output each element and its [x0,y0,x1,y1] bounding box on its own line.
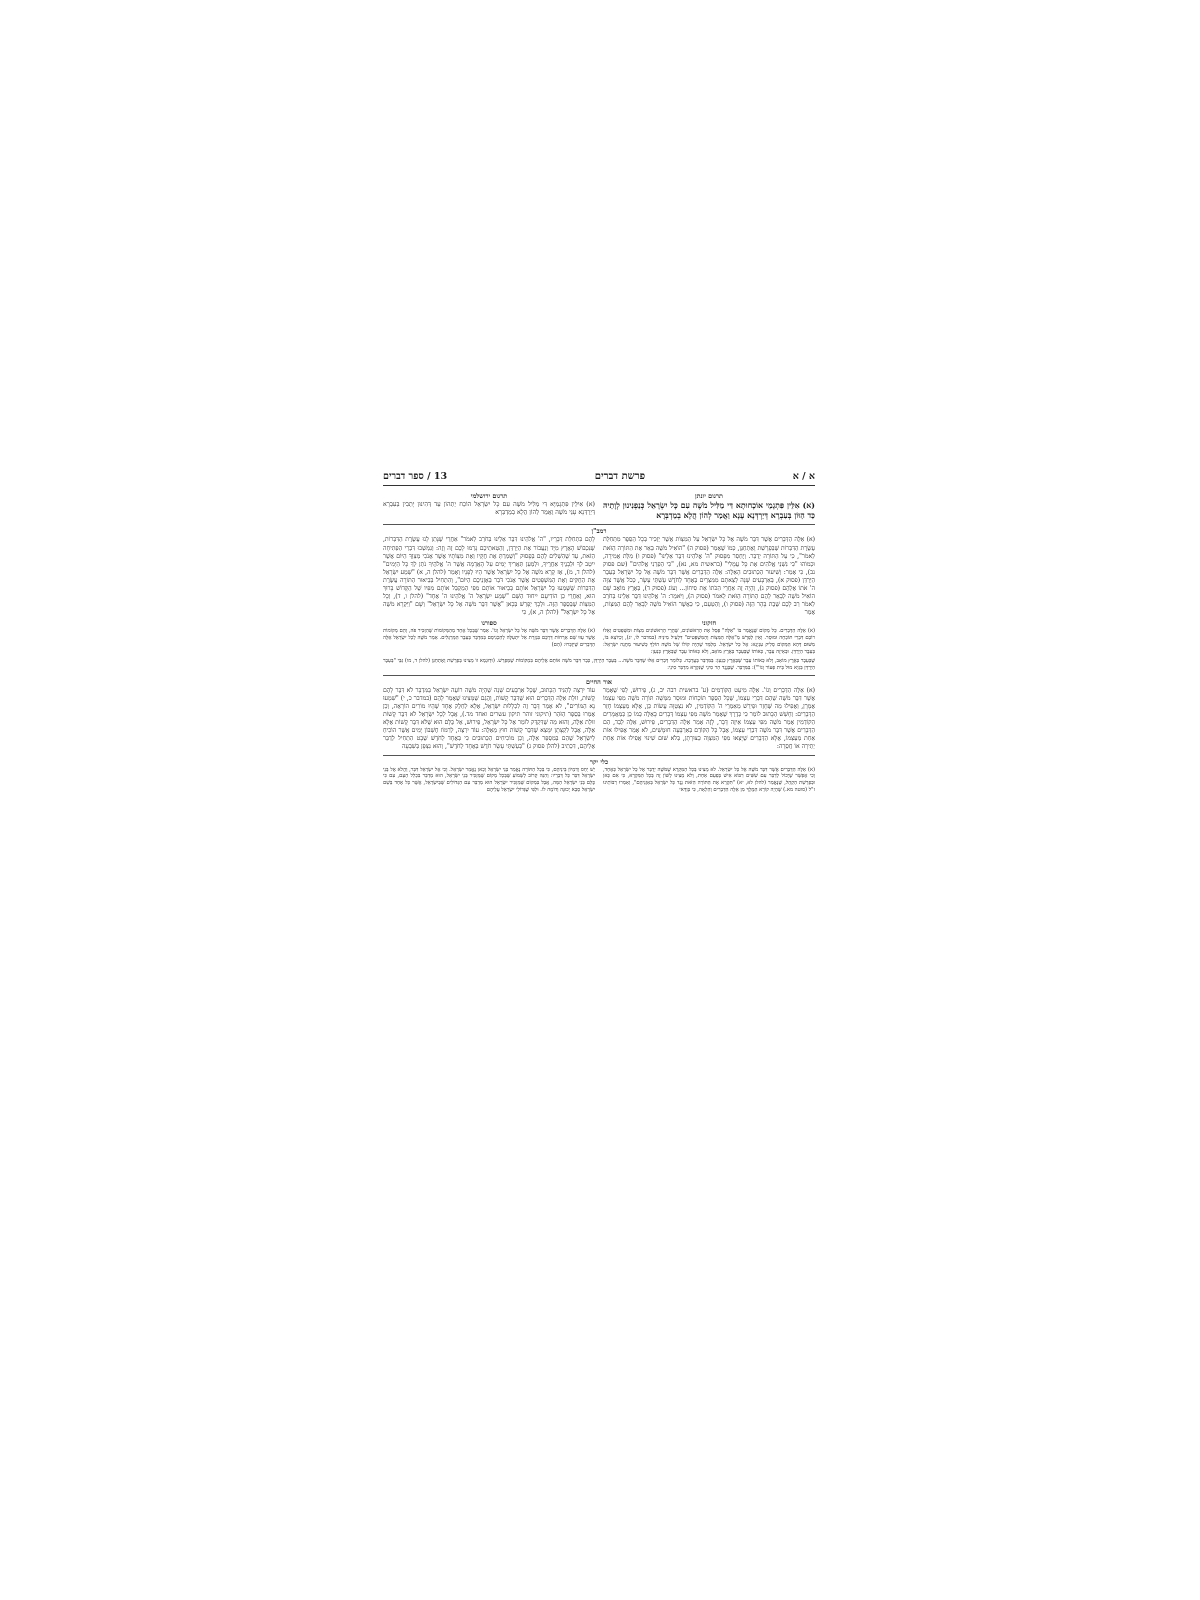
book-page [383,471,815,1129]
ramban-section [383,536,815,656]
kli-yakar-section [383,767,815,795]
kli-yakar-title: כלי יקר [589,757,609,766]
ramban-title: רמב"ן [591,527,607,536]
parasha-title: פרשת דברים [594,471,646,482]
ramban-right-column [603,536,815,656]
sforno-title: ספורנו [481,619,497,628]
ramban-left-column [383,536,595,656]
header-rule [383,485,815,486]
or-hachaim-section [383,687,815,752]
or-hachaim-left-column [383,687,595,752]
targum-yonatan [603,490,815,521]
ramban-text-right: (א) אֵלֶּה הַדְּבָרִים אֲשֶׁר דִּבֶּר מֹשֶׁה אֶל כָּל יִשְׂרָאֵל עַל הַמִּצְוֹת אֲשֶׁר יַזְכִּיר בְּכָל הַסֵּפֶר מִתְּחִלַּת עֲשֶׂרֶת הַדִּבְּרוֹת שֶׁבְּפָרָשַׁת וָאֶתְחַנַּן, כְּמוֹ שֶׁאָמַר (פסוק ה) "הוֹאִיל מֹשֶׁה בֵּאֵר אֶת הַתּוֹרָה הַזֹּאת לֵאמֹר", כִּי עַל הַתּוֹרָה יְדַבֵּר. וְיֶחְסַר מִפָּסוּק "ה' אֱלֹהֵינוּ דִּבֶּר אֵלֵינוּ" (פסוק ו) מִלַּת אֲמִירָה, וּכְמוֹהוּ "כִּי נִשְׁנֵי אֱלֹהִים אֶת כָּל עֲמָלִי" (בראשית מא, נא), "כִּי הַפְרַנִי אֱלֹהִים" (שם פסוק נב), כִּי אָמַר: וְשִׁיעוּר הַכְּתוּבִים הָאֵלֶּה: אֵלֶּה הַדְּבָרִים אֲשֶׁר דִּבֶּר מֹשֶׁה אֶל כָּל יִשְׂרָאֵל בְּעֵבֶר הַיַּרְדֵּן (פסוק א), בְּאַרְבָּעִים שָׁנָה לְצֵאתָם מִמִּצְרַיִם בְּאֶחָד לַחֹדֶשׁ עַשְׁתֵּי עָשָׂר, כְּכֹל אֲשֶׁר צִוָּה ה' אֹתוֹ אֲלֵהֶם (פסוק ג), וְהָיָה זֶה אַחֲרֵי הַכֹּתוֹ אֶת סִיחוֹן... וְעוֹג (פסוק ד), בְּאֶרֶץ מוֹאָב שָׁם הוֹאִיל מֹשֶׁה לְבָאֵר לָהֶם הַתּוֹרָה הַזֹּאת לֵאמֹר (פסוק ה), וַיֹּאמַר: ה' אֱלֹהֵינוּ דִּבֶּר אֵלֵינוּ בְּחֹרֵב לֵאמֹר רַב לָכֶם שֶׁבֶת בָּהָר הַזֶּה (פסוק ו), וְהַטַּעַם, כִּי כַּאֲשֶׁר הוֹאִיל מֹשֶׁה לְבָאֵר לָהֶם הַמִּצְוֹת, אָמַר [603,536,815,617]
section-rule [383,675,815,676]
targum-yerushalmi-text: (א) אִילֵּין פִּתְגָמַיָּא דִּי מַלִּיל מֹשֶׁה עִם כָּל יִשְׂרָאֵל הוֹכַח יַתְהוֹן עַד דְּהִינוּן יָתְבִין בְּעִבְרָא דְּיַרְדְּנָא עָנֵי מֹשֶׁה וַאֲמַר לְהוֹן הֲלָא בְמַדְבְּרָא [383,501,595,517]
or-hachaim-text-right: (א) אֵלֶּה הַדְּבָרִים וְגוֹ'. אֵלֶּה מִיעֵט הַקּוֹדְמִים (ע' בראשית רבה יב, ג), פֵּירוּשׁ, לְפִי שֶׁאָמַר אֲשֶׁר דִּבֶּר מֹשֶׁה שֶׁהֵם דִּבְרֵי עַצְמוֹ, שֶׁכָּל הַסֵּפֶר תּוֹכָחוֹת וּמוּסָר מִמְּשָׁה תּוֹרָה מֹשֶׁה מִפִּי עַצְמוֹ אֲמָרָן, וַאֲפִילוּ מַה שֶּׁחָזַר וּפֵירֵשׁ מֵאַמְרֵי ה' הַקּוֹדְמִין, לֹא נִצְטַוָּה עֲשׂוֹת כֵּן, אֶלָּא מֵעַצְמוֹ חָזַר הַדְּבָרִים: וְחָשַׁשׁ הַכָּתוּב לוֹמַר כִּי כְּדֶרֶךְ שֶׁאָמַר מֹשֶׁה מִפִּי עַצְמוֹ דְּבָרִים כָּאֵלֶּה כְּמוֹ כֵן כְּמַאֲמָרִים הַקּוֹדְמִין אָמַר מֹשֶׁה מִפִּי עַצְמוֹ אֵיזֶה דָּבָר, לָזֶה אָמַר אֵלֶּה הַדְּבָרִים, פֵּירוּשׁ, אֵלֶּה לְבַד, הֵם הַדְּבָרִים אֲשֶׁר דִּבֶּר מֹשֶׁה דִּבְרֵי עַצְמוֹ, אֲבָל כָּל הַקּוֹדֵם בְּאַרְבָּעָה חוּמָשִׁים, לֹא אָמַר אֲפִילוּ אוֹת אַחַת מֵעַצְמוֹ, אֶלָּא הַדְּבָרִים שֶׁיָּצְאוּ מִפִּי הַמִּצְוָה כְּצוּרָתָן, בְּלֹא שׁוּם שִׁינּוּי אֲפִילוּ אוֹת אַחַת יְתֵירָה אוֹ חֲסֵרָה: [603,686,815,751]
targum-yonatan-text: (א) אִלֵּין פִּתְגָמֵי אוֹכָחוּתָא דִּי מַלִּיל מֹשֶׁה עִם כָּל יִשְׂרָאֵל כְּנַפְנִינוּן לְוָתֵיהּ כַּד הַוּוֹן בְּעִבְרָא דְּיַרְדְּנָא עָנָא וַאֲמַר לְהוֹן הֲלָא בְמַדְבְּרָא [603,501,815,521]
kli-yakar-right-column [603,767,815,795]
or-hachaim-title: אור החיים [586,677,612,686]
chizkuni-title: חזקוני [701,619,717,628]
chizkuni-continuation-text: שֶׁבְּעֵבֶר בְּאֶרֶץ מוֹאָב, וְלֹא כְּאוֹתוֹ עֵבֶר שֶׁבְּאֶרֶץ כְּנַעַן: בַּמִּדְבָּר בָּעֲרָבָה. כְּלוֹמַר דְּבָרִים אֵלּוּ שֶׁדִּבֶּר מֹשֶׁה... בְּעֵבֶר הַיַּרְדֵּן, כְּבָר דִּבֶּר מֹשֶׁה אוֹתָם אֲלֵיהֶם בִּמְקוֹמוֹת שֶׁמְּפָרֵשׁ. (וּדְוּגְמָא זוֹ מָצִינוּ בְּפָרָשַׁת וָאֶתְחַנַּן (להלן ד, מו) גַּבֵּי "בְּעֵבֶר הַיַּרְדֵּן בַּגַּיְא מוּל בֵּית פְּעוֹר וְגוֹ'"): בַּמִּדְבָּר. שֶׁבְּנֶגֶד הַר סִינַי שֶׁנִּקְרָא מִדְבַּר סִינַי: [383,657,815,671]
or-hachaim-text-left: עוֹד יִרְצֶה לְהַגִּיד הַכָּתוּב, שֶׁכָּל אַרְבָּעִים שָׁנָה שֶׁהָיָה מֹשֶׁה רוֹעֶה יִשְׂרָאֵל בַּמִּדְבָּר לֹא דִּבֶּר לָהֶם קָשׁוֹת, זוּלַת אֵלֶּה הַדְּבָרִים הוּא שֶׁדִּבֶּר קָשׁוֹת, וְהֲגַם שֶׁמָּצִינוּ שֶׁאָמַר לָהֶם (במדבר כ, י) "שִׁמְעוּ נָא הַמּוֹרִים", לֹא אָמַר דָּבָר זֶה לִכְלָלוּת יִשְׂרָאֵל, אֶלָּא לְחֵלֶק אֶחָד שֶׁהָיוּ מוֹרִים הוֹרָאָה, וְכֵן אָמְרוּ בְּסֵפֶר הַזֹּהַר (תיקוני זוהר תיקון עשרים ואחד מד.), אֲבָל לְכָל יִשְׂרָאֵל לֹא דִּבֶּר קָשׁוֹת זוּלַת אֵלֶּה, וְהוּא מַה שֶׁדִּקְדֵּק לוֹמַר אֶל כָּל יִשְׂרָאֵל, פֵּירוּשׁ, אֶל כֻּלָּם הוּא שֶׁלֹּא דִּבֶּר קָשׁוֹת אֶלָּא אֵלֶּה, אֲבָל לִקְצָתָן יִמָּצֵא שֶׁדִּבֶּר קָשׁוֹת חוּץ מֵאֵלֶּה: עוֹד יִרְצֶה, לְרַמּוֹז חֶשְׁבּוֹן יָמִים אֲשֶׁר הוֹכִיחַ לְיִשְׂרָאֵל שֶׁהֵם בְּמִסְפַּר אֵלֶּה, וְכֵן מוֹכִיחִים הַכְּתוּבִים כִּי בְּאֶחָד לַחֹדֶשׁ שֶׁבָט הִתְחִיל לְדַבֵּר אֲלֵיהֶם, דִּכְתִיב (להלן פסוק ג) "בְּעַשְׁתֵּי עָשָׂר חֹדֶשׁ בְּאֶחָד לַחֹדֶשׁ", וְהוּא נִצְפָּן בְּשִׁבְעָה [383,686,595,751]
or-hachaim-right-column [603,687,815,752]
kli-yakar-text-left: יֵשׁ יַחַס וְדִמְיוֹן בֵּינֵיהֶם, כִּי בְּכָל הַתּוֹרָה נֶאֱמַר בְּנֵי יִשְׂרָאֵל וְכָאן נֶאֱמַר יִשְׂרָאֵל. וְכִי אֶל יִשְׂרָאֵל דִּבֵּר, וַהֲלֹא אֶל בְּנֵי יִשְׂרָאֵל דִּבֵּר כָּל דְּבָרָיו: וְהִנֵּה קָרוֹב לְשָׁמוֹעַ שֶׁבְּכָל מָקוֹם שֶׁמַּזְכִּיר בְּנֵי יִשְׂרָאֵל, הוּא מְדַבֵּר בִּכְלַל הָעָם, עִם כִּי כֻּלָּם בְּנֵי יִשְׂרָאֵל הֵמָּה, אֲבָל בִּמְקוֹם שֶׁמַּזְכִּיר יִשְׂרָאֵל הוּא מְדַבֵּר עִם הַגְּדוֹלִים שֶׁבְּיִשְׂרָאֵל, אֲשֶׁר כָּל אֶחָד בְּשֵׁם יִשְׂרָאֵל סָבָא יְכוּנֶּה וְדוֹמֶה לוֹ. וּלְפִי שֶׁגְּדוֹלֵי יִשְׂרָאֵל עֲלֵיהֶם [383,766,595,794]
targum-yerushalmi [383,490,595,521]
kli-yakar-left-column [383,767,595,795]
chizkuni-continuation [383,658,815,672]
chapter-verse-marker: א / א [792,471,815,482]
kli-yakar-text-right: (א) אֵלֶּה הַדְּבָרִים אֲשֶׁר דִּבֶּר מֹשֶׁה אֶל כָּל יִשְׂרָאֵל. לֹא מָצִינוּ בְּכָל הַמִּקְרָא שֶׁמֹּשֶׁה יְדַבֵּר אֶל כָּל יִשְׂרָאֵל כְּאֶחָד, וְכִי אֶפְשָׁר שֶׁיָּכוֹל לְדַבֵּר עִם שִׁשִּׁים רִבּוֹא אִישׁ בְּפַעַם אַחַת, וְלֹא מָצִינוּ לָשׁוֹן זֶה בְּכָל הַמִּקְרָא, כִּי אִם כָּאן וּבְפָרָשַׁת הַקְהֵל, שֶׁנֶּאֱמַר (להלן לא, יא) "תִּקְרָא אֶת הַתּוֹרָה הַזֹּאת נֶגֶד כָּל יִשְׂרָאֵל בְּאָזְנֵיהֶם", וְאָמְרוּ רַבּוֹתֵינוּ ז"ל (סוטה מא.) שֶׁהָיָה קוֹרֵא הַמֶּלֶךְ מִן אֵלֶּה הַדְּבָרִים וְהַלְאָה, כִּי בְּוַדַּאי [603,766,815,794]
sforno-text: (א) אֵלֶּה הַדְּבָרִים אֲשֶׁר דִּבֶּר מֹשֶׁה אֶל כָּל יִשְׂרָאֵל וְגוֹ'. אָמַר שֶׁבְּכָל אֶחָד מֵהַמְּקוֹמוֹת שֶׁהִזְכִּיר פֹּה, וְהֵם מְקוֹמוֹת אֲשֶׁר עָווּ שָׁם אָרְחוֹת דַּרְכָּם בִּגְזֵרַת אַל יִתְעַלֶּה לְהַכְנִיסָם בַּמִּדְבָּר בְּעֵבֶר הַמְּרַגְּלִים. אָמַר מֹשֶׁה לְכָל יִשְׂרָאֵל אֵלֶּה הַדְּבָרִים שֶׁיִּזְכְּרוּ: (הַם) [383,628,595,649]
section-rule [383,524,815,525]
section-rule [383,755,815,756]
running-header [383,471,815,483]
ramban-text-left: לָהֶם בִּתְחִלַּת דְּבָרָיו, "ה' אֱלֹהֵינוּ דִּבֶּר אֵלֵינוּ בְּחֹרֵב לֵאמֹר" אַחֲרֵי שֶׁנָּתַן לָנוּ עֲשֶׂרֶת הַדִּבְּרוֹת, שֶׁנִּכְבּוֹשׁ הָאָרֶץ מִיָּד וְנַעֲבוֹר אֶת הַיַּרְדֵּן, וְהַטְאתֵיכֶם גָּרְמוּ לָכֶם זֶה וָזֶה: וְנִמְשְׁכוּ דִּבְרֵי הַפְּתִיחָה הַזֹּאת, עַד שֶׁהִשְׁלִים לָהֶם בְּפָסוּק "וְשָׁמַרְתָּ אֶת חֻקָּיו וְאֶת מִצְוֹתָיו אֲשֶׁר אָנֹכִי מְצַוְּךָ הַיּוֹם אֲשֶׁר יִיטַב לְךָ וּלְבָנֶיךָ אַחֲרֶיךָ, וּלְמַעַן תַּאֲרִיךְ יָמִים עַל הָאֲדָמָה אֲשֶׁר ה' אֱלֹהֶיךָ נֹתֵן לְךָ כָּל הַיָּמִים" (להלן ד, מ), אָז קָרָא מֹשֶׁה אֶל כָּל יִשְׂרָאֵל אֲשֶׁר הָיוּ לְפָנָיו וְאָמַר (להלן ה, א) "שְׁמַע יִשְׂרָאֵל אֶת הַחֻקִּים וְאֶת הַמִּשְׁפָּטִים אֲשֶׁר אָנֹכִי דֹּבֵר בְּאָזְנֵיכֶם הַיּוֹם", וְהִתְחִיל בְּבֵיאוּר הַתּוֹרָה עֲשֶׂרֶת הַדִּבְּרוֹת שֶׁשָּׁמְעוּ כָּל יִשְׂרָאֵל אוֹתָם בְּבֵיאוּר אוֹתָם מִפִּי הַמְקַבֵּל אוֹתָם מִפִּיו שֶׁל הַקָּדוֹשׁ בָּרוּךְ הוּא, וְאַחֲרֵי כֵן הוֹדִיעָם יִיחוּד הַשֵּׁם "שְׁמַע יִשְׂרָאֵל ה' אֱלֹהֵינוּ ה' אֶחָד" (להלן ו, ד), וְכָל הַמִּצְוֹת שֶׁבַּסֵּפֶר הַזֶּה. וּלְכָךְ יְפָרֵשׁ בְּכָאן "אֲשֶׁר דִּבֶּר מֹשֶׁה אֶל כָּל יִשְׂרָאֵל" וְשָׁם "וַיִּקְרָא מֹשֶׁה אֶל כָּל יִשְׂרָאֵל" (להלן ה, א), כִּי [383,536,595,617]
section-title: תרגום יונתן [695,492,723,500]
targum-section [383,490,815,521]
page-number-book: 13 / ספר דברים [383,471,448,482]
section-title: תרגום ירושלמי [470,492,508,500]
chizkuni-text: (א) אֵלֶּה הַדְּבָרִים. כָּל מָקוֹם שֶׁנֶּאֱמַר בּוֹ "אֵלֶּה" פָּסַל אֶת הָרִאשׁוֹנִים, שֶׁהֲרֵי הָרִאשׁוֹנִים מִצְוֹת וּמִשְׁפָּטִים וְאֵלּוּ רוֹבָם דִּבְרֵי תּוֹכָחָה וּמוּסָר. וְאֵין לְפָרֵשׁ מֵ"אֵלֶּה הַמִּצְוֹת וְהַמִּשְׁפָּטִים" דִּלְעֵיל מִינֵּיהּ (במדבר לו, יג), וְכַיּוֹצֵא בּוֹ, מִשּׁוּם דְּהָא הַמְּקוֹם סָלִיק עִנְיָנָא: אֶל כָּל יִשְׂרָאֵל. מְלַמֵּד שֶׁהָיָה קוֹלוֹ שֶׁל מֹשֶׁה הוֹלֵךְ כְּשִׁיעוּר מַחֲנֵה יִשְׂרָאֵל: בְּעֵבֶר הַיַּרְדֵּן. וּבְאֵיזֶה עֵבֶר, כְּאוֹתוֹ שֶׁבְּעֵבֶר בְּאֶרֶץ מוֹאָב, וְלֹא כְּאוֹתוֹ עֵבֶר שֶׁבְּאֶרֶץ כְּנַעַן: [603,628,815,656]
